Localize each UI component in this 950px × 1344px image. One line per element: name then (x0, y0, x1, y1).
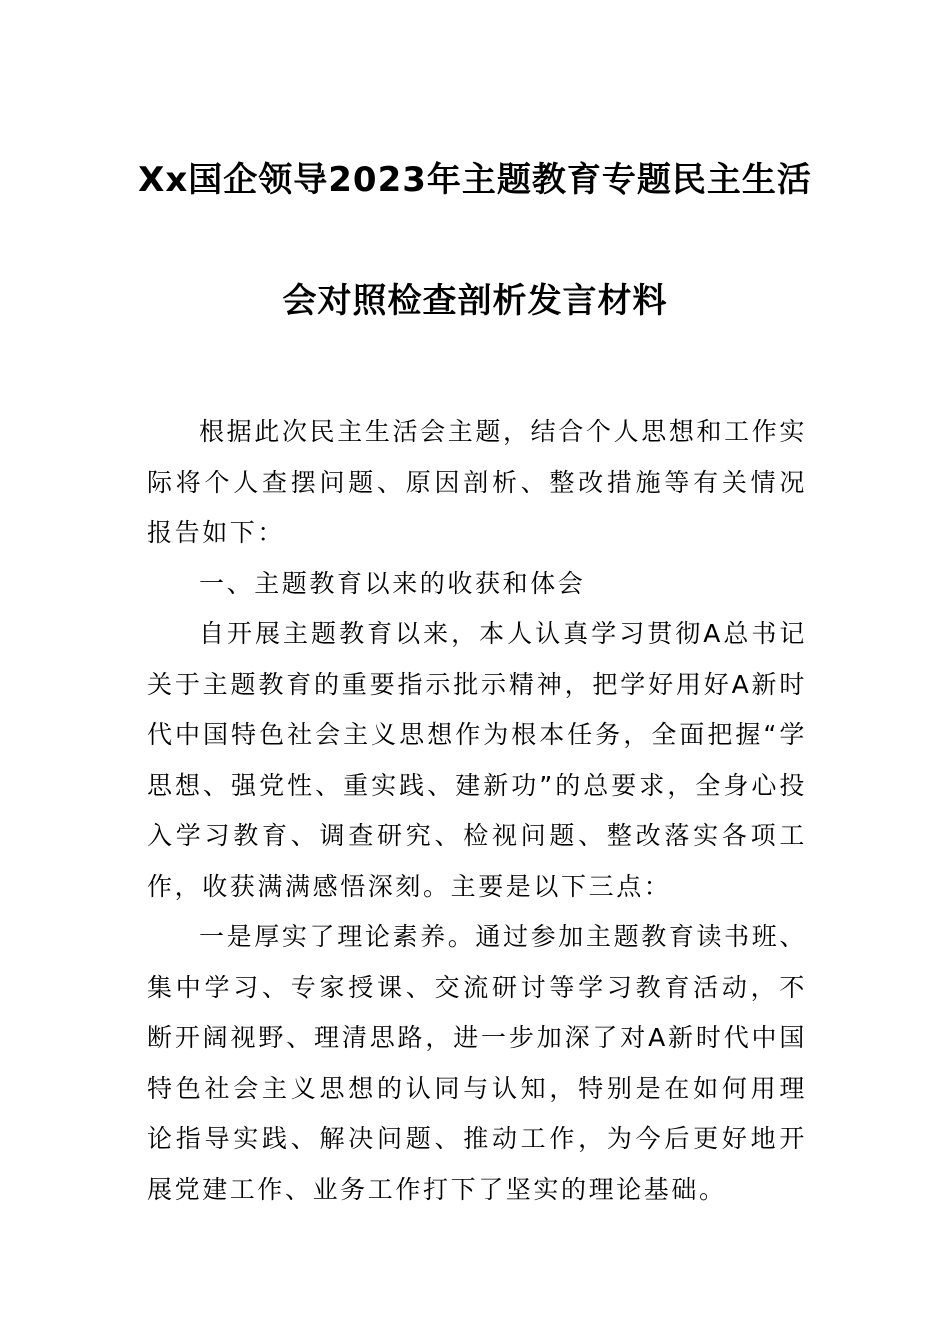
document-body (147, 407, 807, 1215)
paragraph-point-1: 一是厚实了理论素养。通过参加主题教育读书班、集中学习、专家授课、交流研讨等学习教育活动，不断开阔视野、理清思路，进一步加深了对A新时代中国特色社会主义思想的认同与认知，特别是在如何用理论指导实践、解决问题、推动工作，为今后更好地开展党建工作、业务工作打下了坚实的理论基础。 (147, 922, 807, 1204)
document-title-line-2: 会对照检查剖析发言材料 (282, 281, 668, 321)
document-title-line-1: Xx国企领导2023年主题教育专题民主生活 (138, 160, 812, 200)
section-heading-1: 一、主题教育以来的收获和体会 (199, 568, 586, 598)
paragraph-intro: 根据此次民主生活会主题，结合个人思想和工作实际将个人查摆问题、原因剖析、整改措施等有关情况报告如下： (147, 417, 807, 547)
paragraph-section-1: 自开展主题教育以来，本人认真学习贯彻A总书记关于主题教育的重要指示批示精神，把学好用好A新时代中国特色社会主义思想作为根本任务，全面把握“学思想、强党性、重实践、建新功”的总要求，全身心投入学习教育、调查研究、检视问题、整改落实各项工作，收获满满感悟深刻。主要是以下三点： (147, 619, 807, 901)
